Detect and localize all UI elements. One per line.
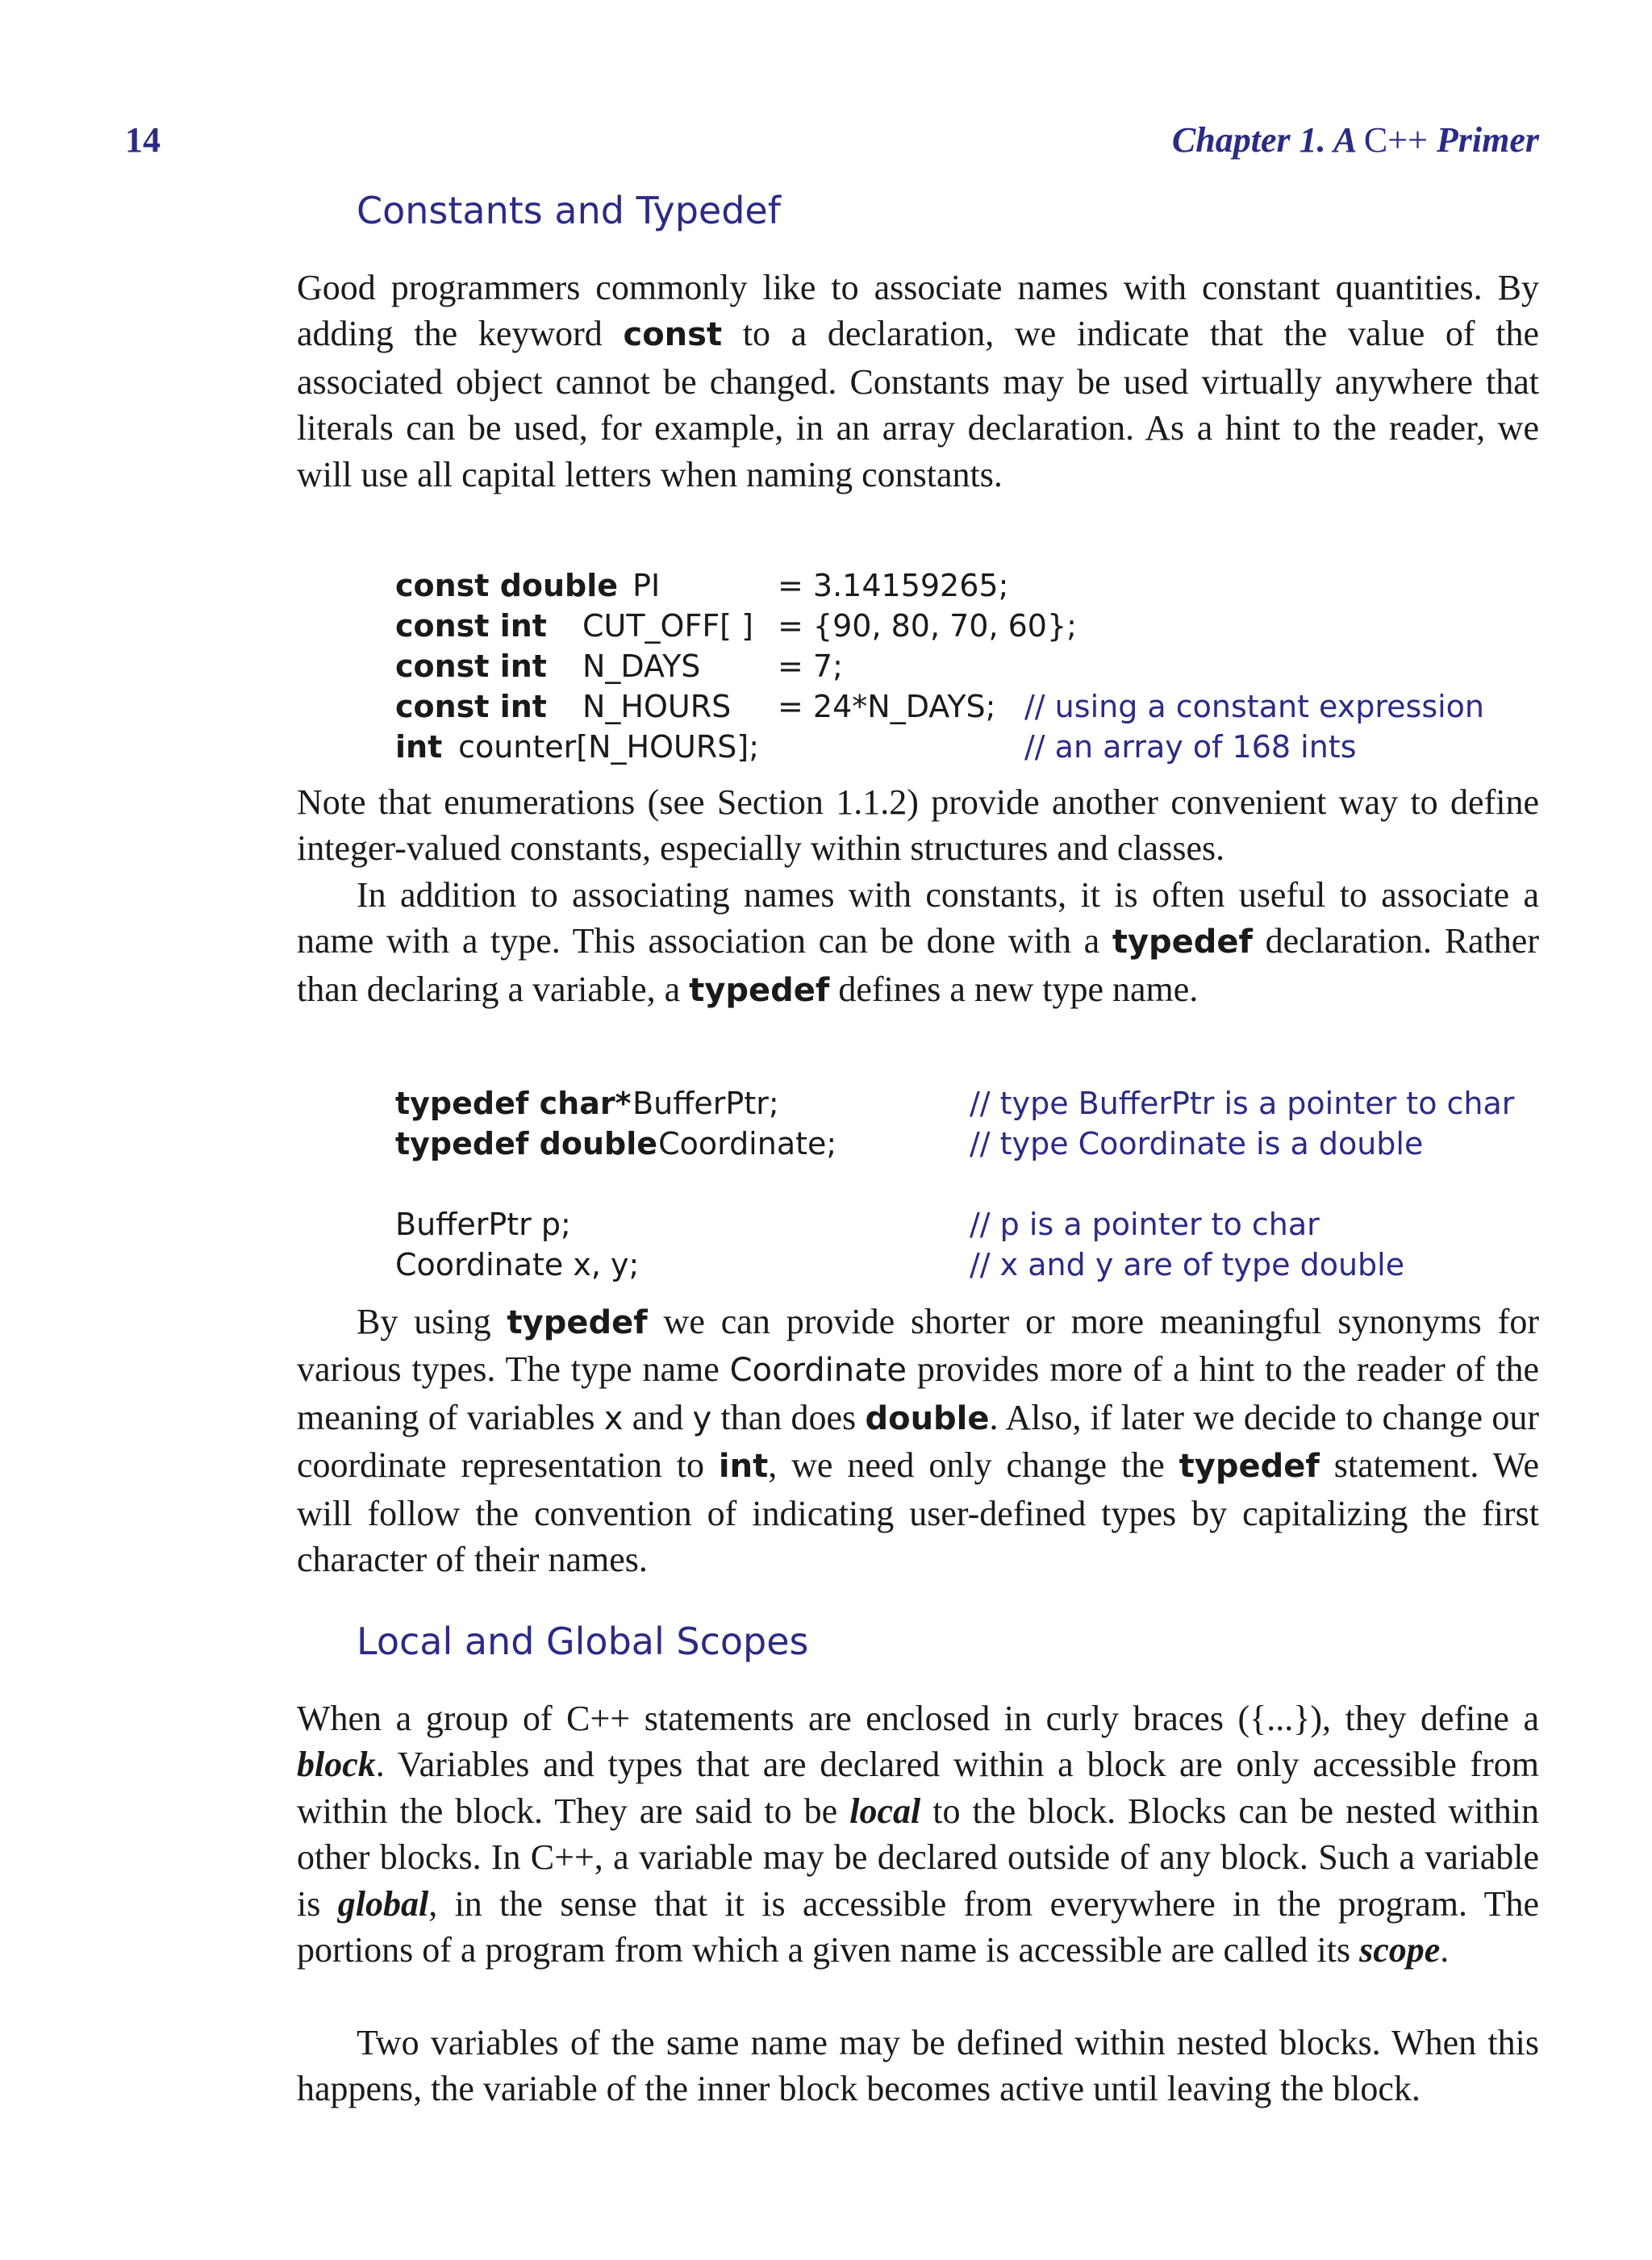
emphasized-term: block bbox=[297, 1745, 376, 1785]
code-comment: // p is a pointer to char bbox=[970, 1207, 1320, 1242]
code-name: BufferPtr; bbox=[623, 1086, 779, 1121]
code-comment: // x and y are of type double bbox=[970, 1247, 1405, 1282]
code-keyword: typedef char* bbox=[395, 1086, 632, 1121]
code-name: PI bbox=[623, 568, 661, 603]
inline-keyword: const bbox=[623, 316, 723, 354]
chapter-suffix: Primer bbox=[1427, 120, 1539, 160]
code-name: CUT_OFF[ ] bbox=[582, 608, 753, 644]
code-name: counter[N_HOURS]; bbox=[448, 729, 759, 765]
inline-keyword: double bbox=[865, 1399, 990, 1437]
chapter-prefix: Chapter 1. A bbox=[1171, 120, 1364, 160]
code-line bbox=[395, 532, 1009, 603]
paragraph-scopes-intro: When a group of C++ statements are enclosed in curly braces ({...}), they define a block. Variables and types that are declared within a block are only accessible from within the block. They are said to be local to the block. Blocks can be nested within other blocks. In C++, a variable may be declared outside of any block. Such a variable is global, in the sense that it is accessible from everywhere in the program. The portions of a program from which a given name is accessible are called its scope. bbox=[297, 1699, 1539, 1970]
code-keyword: int bbox=[395, 729, 443, 765]
code-name: N_DAYS bbox=[582, 648, 701, 684]
inline-keyword: typedef bbox=[1112, 924, 1253, 961]
code-keyword: const double bbox=[395, 568, 619, 603]
emphasized-term: scope bbox=[1359, 1930, 1441, 1970]
code-comment: // using a constant expression bbox=[1024, 689, 1485, 724]
code-line bbox=[395, 1050, 1515, 1121]
inline-keyword: int bbox=[718, 1448, 769, 1486]
paragraph-typedef-intro: In addition to associating names with constants, it is often useful to associate a name with a type. This association can be done with a typedef declaration. Rather than declaring a variable, a typedef defines a new type name. bbox=[297, 875, 1539, 1009]
running-header bbox=[125, 119, 1539, 168]
paragraph-typedef-usage: By using typedef we can provide shorter or more meaningful synonyms for various types. The type name Coordinate provides more of a hint to the reader of the meaning of variables x and y than does double. Also, if later we decide to change our coordinate representation to int, we need only change the typedef statement. We will follow the convention of indicating user-defined types by capitalizing the first character of their names. bbox=[297, 1302, 1540, 1580]
paragraph-constants-intro: Good programmers commonly like to associate names with constant quantities. By adding the keyword const to a declaration, we indicate that the value of the associated object cannot be changed. Constants may be used virtually anywhere that literals can be used, for example, in an array declaration. As a hint to the reader, we will use all capital letters when naming constants. bbox=[297, 268, 1539, 494]
inline-keyword: typedef bbox=[1179, 1448, 1320, 1486]
paragraph-enumerations: Note that enumerations (see Section 1.1.2) provide another convenient way to define integer-valued constants, especially within structures and classes. bbox=[297, 782, 1539, 869]
emphasized-term: local bbox=[849, 1791, 921, 1831]
code-name: Coordinate; bbox=[649, 1126, 837, 1161]
inline-keyword: typedef bbox=[507, 1304, 648, 1341]
inline-code: y bbox=[692, 1399, 712, 1437]
section-heading-scopes: Local and Global Scopes bbox=[357, 1620, 809, 1663]
code-keyword: const int bbox=[395, 608, 547, 644]
page-number: 14 bbox=[125, 120, 161, 160]
code-assign: = 7; bbox=[778, 648, 843, 684]
chapter-title bbox=[1172, 119, 1539, 161]
code-keyword: typedef double bbox=[395, 1126, 658, 1161]
code-keyword: const int bbox=[395, 689, 547, 724]
inline-keyword: typedef bbox=[689, 971, 830, 1009]
code-assign: = {90, 80, 70, 60}; bbox=[778, 608, 1077, 644]
code-name: Coordinate x, y; bbox=[395, 1247, 640, 1282]
code-name: N_HOURS bbox=[582, 689, 732, 724]
emphasized-term: global bbox=[337, 1883, 429, 1924]
code-name: BufferPtr p; bbox=[395, 1207, 571, 1242]
code-comment: // type BufferPtr is a pointer to char bbox=[970, 1086, 1515, 1121]
code-line bbox=[395, 653, 1485, 724]
code-keyword: const int bbox=[395, 648, 547, 684]
code-assign: = 24*N_DAYS; bbox=[778, 689, 996, 724]
inline-code: Coordinate bbox=[729, 1352, 907, 1390]
section-heading-constants: Constants and Typedef bbox=[357, 189, 781, 232]
code-comment: // type Coordinate is a double bbox=[970, 1126, 1424, 1161]
code-comment: // an array of 168 ints bbox=[1024, 729, 1357, 765]
chapter-cpp: C++ bbox=[1363, 120, 1428, 160]
inline-code: x bbox=[603, 1399, 624, 1437]
code-line bbox=[395, 1171, 1320, 1242]
paragraph-nested-blocks: Two variables of the same name may be defined within nested blocks. When this happens, the variable of the inner block becomes active until leaving the block. bbox=[297, 2023, 1539, 2109]
code-assign: = 3.14159265; bbox=[778, 568, 1009, 603]
